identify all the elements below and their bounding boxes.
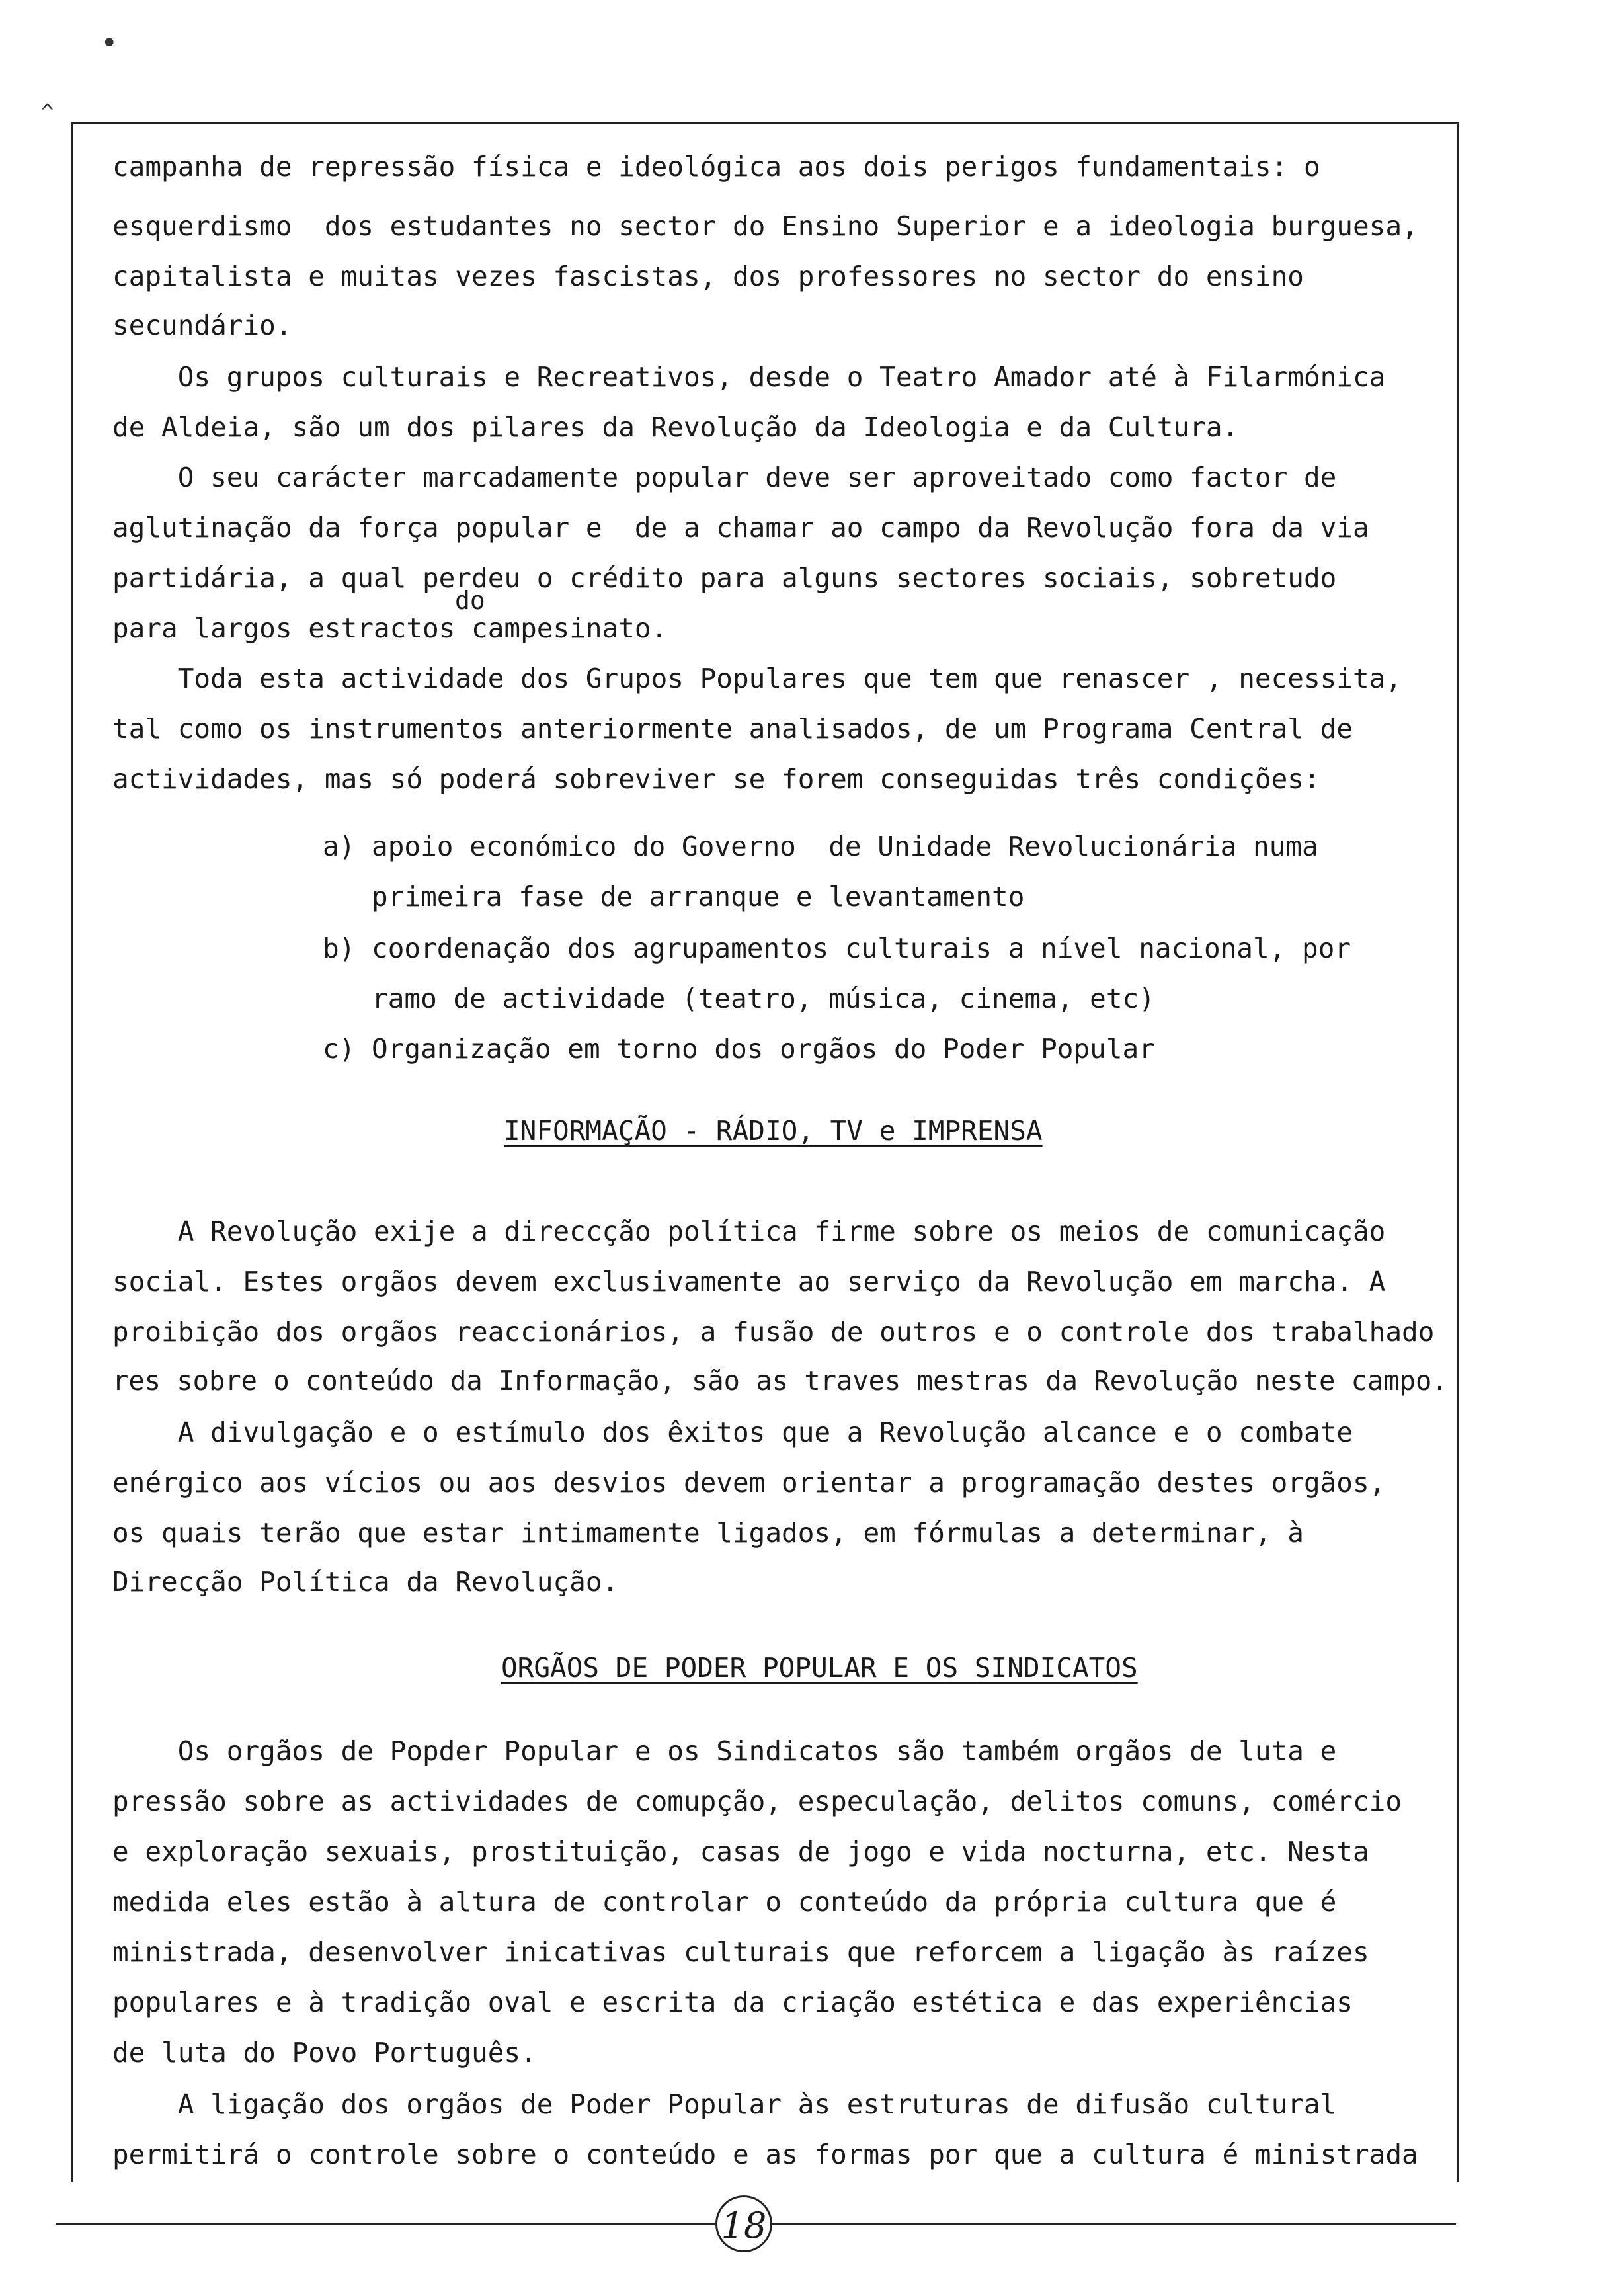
list-item-continuation: primeira fase de arranque e levantamento	[323, 881, 1025, 913]
section-heading: INFORMAÇÃO - RÁDIO, TV e IMPRENSA	[504, 1115, 1043, 1147]
text-line: O seu carácter marcadamente popular deve ser aproveitado como factor de	[112, 462, 1337, 493]
text-line: aglutinação da força popular e de a chamar ao campo da Revolução fora da via	[112, 512, 1369, 544]
text-line: partidária, a qual perdeu o crédito para alguns sectores sociais, sobretudo	[112, 562, 1337, 594]
text-line: Direcção Política da Revolução.	[112, 1566, 619, 1598]
page-number: 18	[715, 2195, 772, 2252]
list-item-continuation: ramo de actividade (teatro, música, cinema, etc)	[323, 983, 1155, 1014]
text-line: e exploração sexuais, prostituição, casas de jogo e vida nocturna, etc. Nesta	[112, 1836, 1369, 1867]
text-line: tal como os instrumentos anteriormente analisados, de um Programa Central de	[112, 713, 1353, 745]
page-frame-bottom-left	[56, 2223, 715, 2225]
list-item: b) coordenação dos agrupamentos culturais a nível nacional, por	[323, 932, 1351, 964]
handwritten-insertion: do	[455, 586, 485, 615]
text-line: Os orgãos de Popder Popular e os Sindicatos são também orgãos de luta e	[112, 1735, 1337, 1767]
text-line: ministrada, desenvolver inicativas culturais que reforcem a ligação às raízes	[112, 1936, 1369, 1968]
text-line: enérgico aos vícios ou aos desvios devem orientar a programação destes orgãos,	[112, 1467, 1386, 1498]
text-line: de Aldeia, são um dos pilares da Revolução da Ideologia e da Cultura.	[112, 411, 1239, 443]
text-line: secundário.	[112, 309, 292, 341]
stray-mark-top: •	[100, 26, 118, 60]
stray-mark-corner: ^	[41, 99, 54, 124]
page-frame-bottom-right	[772, 2223, 1456, 2225]
text-line: capitalista e muitas vezes fascistas, dos professores no sector do ensino	[112, 261, 1304, 292]
text-line: para largos estractos campesinato.	[112, 612, 668, 644]
text-line: A divulgação e o estímulo dos êxitos que a Revolução alcance e o combate	[112, 1416, 1353, 1448]
text-line: social. Estes orgãos devem exclusivamente ao serviço da Revolução em marcha. A	[112, 1266, 1386, 1297]
text-line: medida eles estão à altura de controlar o conteúdo da própria cultura que é	[112, 1886, 1337, 1918]
text-line: esquerdismo dos estudantes no sector do Ensino Superior e a ideologia burguesa,	[112, 210, 1418, 242]
text-line: res sobre o conteúdo da Informação, são as traves mestras da Revolução neste campo.	[112, 1365, 1448, 1397]
text-line: A Revolução exije a direccção política firme sobre os meios de comunicação	[112, 1215, 1386, 1247]
text-line: A ligação dos orgãos de Poder Popular às estruturas de difusão cultural	[112, 2088, 1337, 2120]
text-line: os quais terão que estar intimamente ligados, em fórmulas a determinar, à	[112, 1517, 1304, 1549]
text-line: proibição dos orgãos reaccionários, a fusão de outros e o controle dos trabalhado	[112, 1316, 1435, 1348]
text-line: populares e à tradição oval e escrita da criação estética e das experiências	[112, 1987, 1353, 2018]
text-line: Toda esta actividade dos Grupos Populares que tem que renascer , necessita,	[112, 663, 1402, 694]
text-line: actividades, mas só poderá sobreviver se forem conseguidas três condições:	[112, 763, 1320, 795]
list-item: c) Organização em torno dos orgãos do Poder Popular	[323, 1033, 1155, 1065]
section-heading: ORGÃOS DE PODER POPULAR E OS SINDICATOS	[501, 1652, 1138, 1684]
text-line: permitirá o controle sobre o conteúdo e as formas por que a cultura é ministrada	[112, 2139, 1418, 2170]
text-line: Os grupos culturais e Recreativos, desde o Teatro Amador até à Filarmónica	[112, 361, 1386, 393]
text-line: campanha de repressão física e ideológica aos dois perigos fundamentais: o	[112, 151, 1320, 183]
text-line: de luta do Povo Português.	[112, 2037, 537, 2069]
list-item: a) apoio económico do Governo de Unidade Revolucionária numa	[323, 831, 1318, 862]
text-line: pressão sobre as actividades de comupção, especulação, delitos comuns, comércio	[112, 1785, 1402, 1817]
